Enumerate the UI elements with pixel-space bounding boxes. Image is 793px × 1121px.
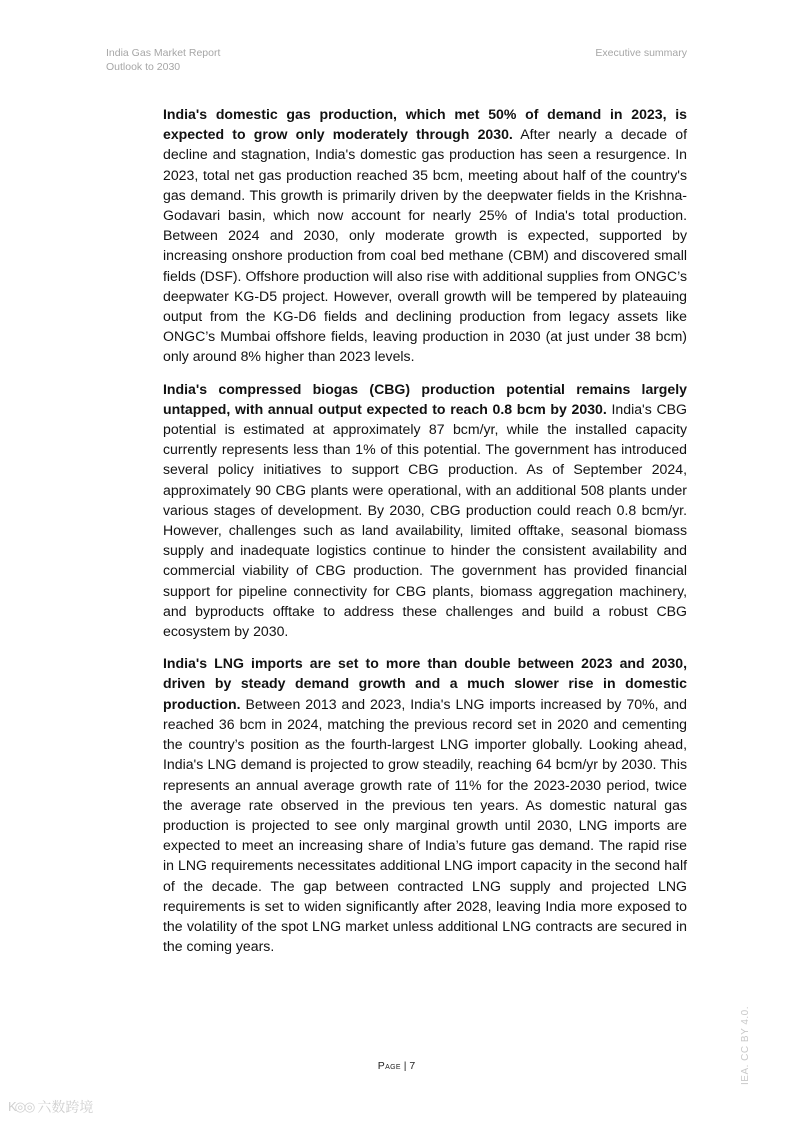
page-number: 7 — [409, 1060, 416, 1072]
paragraph-body: Between 2013 and 2023, India's LNG imports increased by 70%, and reached 36 bcm in 2024, matching the previous record set in 2020 and cementing the country’s position as the fourth-largest LNG importer globally. Looking ahead, India's LNG demand is projected to grow steadily, reaching 64 bcm/yr by 2030. This represents an annual average growth rate of 11% for the 2023-2030 period, twice the average rate observed in the previous ten years. As domestic natural gas production is projected to see only marginal growth until 2030, LNG imports are expected to meet an increasing share of India’s future gas demand. The rapid rise in LNG requirements necessitates additional LNG import capacity in the second half of the decade. The gap between contracted LNG supply and projected LNG requirements is set to widen significantly after 2028, leaving India more exposed to the volatility of the spot LNG market unless additional LNG contracts are secured in the coming years. — [163, 695, 687, 955]
report-subtitle: Outlook to 2030 — [106, 61, 181, 73]
page-footer — [0, 1060, 793, 1072]
watermark — [8, 1097, 93, 1117]
page-label: Page — [377, 1060, 401, 1072]
paragraph-body: India's CBG potential is estimated at approximately 87 bcm/yr, while the installed capacity currently represents less than 1% of this potential. The government has introduced several policy initiatives to support CBG production. As of September 2024, approximately 90 CBG plants were operational, with an additional 508 plants under various stages of development. By 2030, CBG production could reach 0.8 bcm/yr. However, challenges such as land availability, limited offtake, seasonal biomass supply and inadequate logistics continue to hinder the consistent availability and commercial viability of CBG production. The government has provided financial support for pipeline connectivity for CBG plants, biomass aggregation machinery, and byproducts offtake to address these challenges and build a robust CBG ecosystem by 2030. — [163, 400, 688, 640]
watermark-logo-icon: K◎◎ — [8, 1099, 34, 1114]
license-notice: IEA. CC BY 4.0. — [740, 1005, 751, 1085]
watermark-text: 六数跨境 — [37, 1099, 94, 1115]
report-title: India Gas Market Report — [106, 47, 221, 59]
document-body — [163, 104, 687, 968]
report-header — [106, 46, 220, 74]
section-title: Executive summary — [595, 47, 687, 59]
paragraph-body: After nearly a decade of decline and stagnation, India's domestic gas production has seen a resurgence. In 2023, total net gas production reached 35 bcm, meeting about half of the country's gas demand. This growth is primarily driven by the deepwater fields in the Krishna-Godavari basin, which now account for nearly 25% of India's total production. Between 2024 and 2030, only moderate growth is expected, supported by increasing onshore production from coal bed methane (CBM) and discovered small fields (DSF). Offshore production will also rise with additional supplies from ONGC’s deepwater KG-D5 project. However, overall growth will be tempered by plateauing output from the KG-D6 fields and declining production from legacy assets like ONGC’s Mumbai offshore fields, leaving production in 2030 (at just under 38 bcm) only around 8% higher than 2023 levels. — [163, 126, 687, 365]
paragraph-lng-imports — [163, 653, 687, 956]
paragraph-domestic-production — [163, 104, 687, 367]
paragraph-lead: India's compressed biogas (CBG) production potential remains largely untapped, with annual output expected to reach 0.8 bcm by 2030. — [163, 380, 687, 417]
paragraph-lead: India's domestic gas production, which met 50% of demand in 2023, is expected to grow only moderately through 2030. — [163, 106, 687, 143]
page-separator: | — [400, 1060, 410, 1072]
paragraph-compressed-biogas — [163, 379, 687, 642]
paragraph-lead: India's LNG imports are set to more than double between 2023 and 2030, driven by steady demand growth and a much slower rise in domestic production. — [163, 655, 687, 712]
